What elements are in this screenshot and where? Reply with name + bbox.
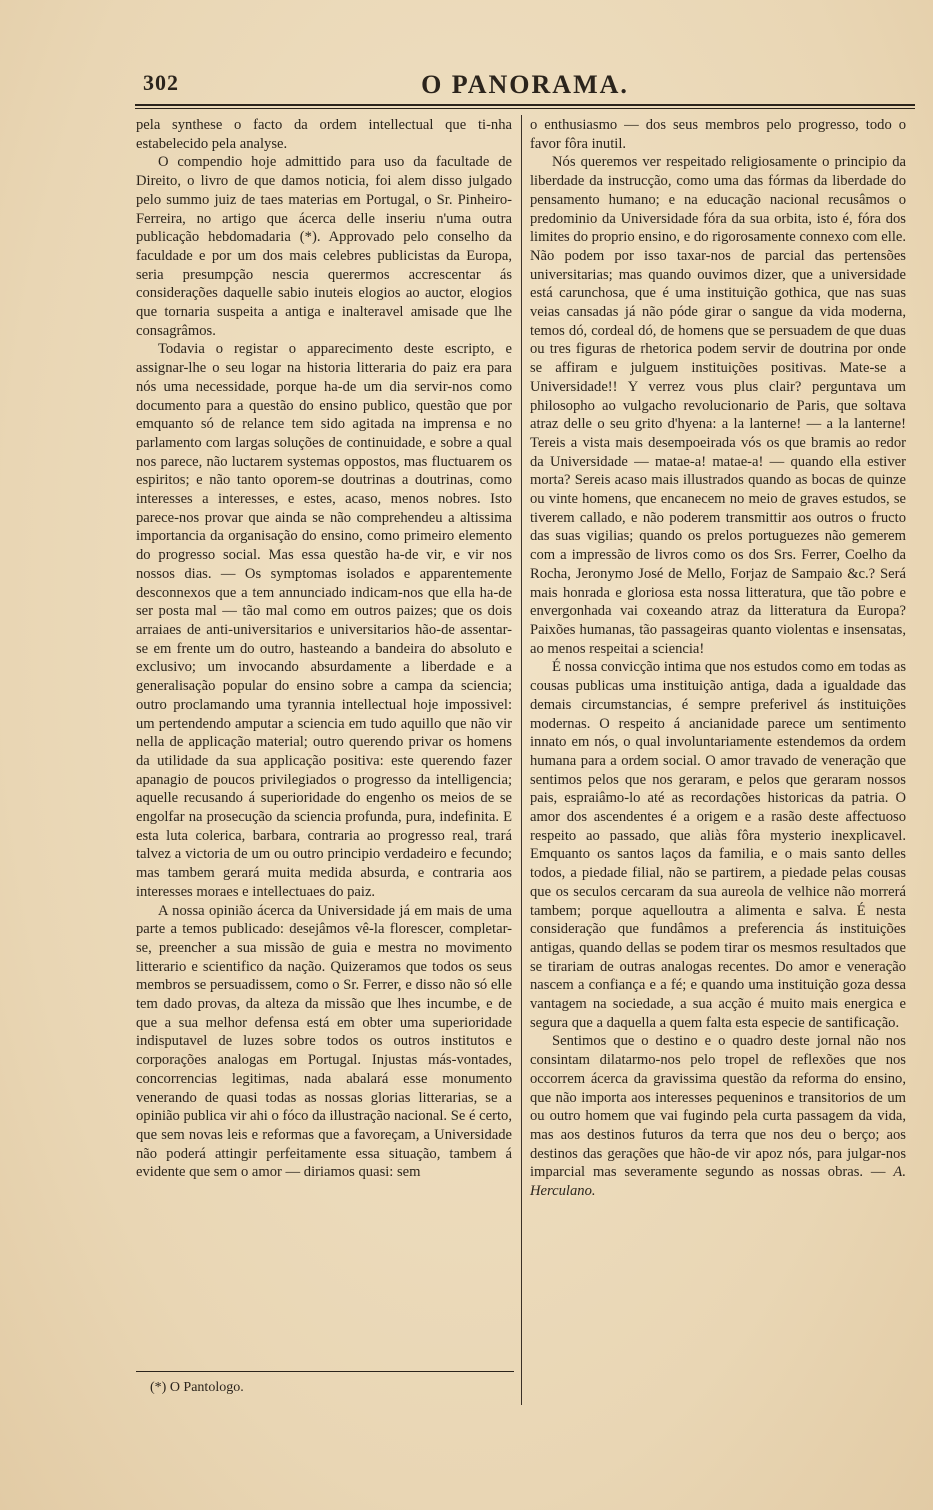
author-signature: A. Herculano. xyxy=(530,1164,906,1200)
paragraph: Todavia o registar o apparecimento deste escripto, e assignar-lhe o seu logar na historia litteraria do paiz era para nós uma necessidade, porque ha-de um dia servir-nos como documento para a questão do ensino publico, questão que por emquanto só de relance tem sido agitada na imprensa e no parlamento com largas soluções de continuidade, e sobre a qual nos parece, não luctarem systemas oppostos, mas fluctuarem os espiritos; e não tanto oporem-se doutrinas a doutrinas, como interesses a interesses, e estes, acaso, menos nobres. Isto parece-nos provar que ainda se não comprehendeu a altissima importancia da organisação do ensino, como primeiro elemento do progresso social. Mas essa questão ha-de vir, e vir nos nossos dias. — Os symptomas isolados e apparentemente desconnexos que a tem annunciado indicam-nos que ella ha-de ser posta mal — tão mal como em outros paizes; que os dois arraiaes de anti-universitarios e universitarios hão-de assentar-se em frente um do outro, hasteando a bandeira do absoluto e exclusivo; um invocando absurdamente a liberdade e a generalisação popular do ensino sobre a campa da sciencia; outro proclamando uma tyrannia intellectual hoje impossivel: um pertendendo amputar a sciencia em tudo aquillo que não vir nella de applicação material; outro querendo privar os homens da utilidade da sua applicação positiva: este querendo fazer apanagio de poucos privilegiados o progresso da intelligencia; aquelle recusando á superioridade do engenho os meios de se engolfar na prosecução da sciencia profunda, pura, indefinita. E esta luta colerica, barbara, contraria ao progresso real, trará talvez a victoria de um ou outro principio verdadeiro e fecundo; mas tambem gerará muita medida absurda, e contraria aos interesses moraes e intellectuaes do paiz. xyxy=(136,341,512,900)
paragraph-text: Sentimos que o destino e o quadro deste jornal não nos consintam dilatarmo-nos pelo tropel de reflexões que nos occorrem ácerca da gravissima questão da reforma do ensino, que não importa aos interesses pequeninos e transitorios de um ou outro homem que vai fugindo pela curta passagem da vida, mas aos destinos futuros da terra que nos deu o berço; aos destinos das gerações que hão-de vir apoz nós, para julgar-nos imparcial mas severamente segundo as nossas obras. — xyxy=(530,1033,906,1181)
footnote-rule xyxy=(136,1371,514,1372)
header-rule-thin xyxy=(135,108,915,109)
paragraph: O compendio hoje admittido para uso da facultade de Direito, o livro de que damos noticia, foi alem disso julgado pelo summo juiz de taes materias em Portugal, o Sr. Pinheiro-Ferreira, no artigo que ácerca delle inseriu n'uma outra publicação hebdomadaria (*). Approvado pelo conselho da faculdade e por um dos mais celebres publicistas da Europa, seria presumpção nescia querermos accrescentar ás considerações daquelle sabio inuteis elogios ao auctor, elogios que tornaria suspeita a antiga e inalteravel amisade que lhe consagrâmos. xyxy=(136,154,512,339)
paragraph: É nossa convicção intima que nos estudos como em todas as cousas publicas uma instituição antiga, dada a igualdade das demais circumstancias, é sempre preferivel ás instituições modernas. O respeito á ancianidade parece um sentimento innato em nós, o qual involuntariamente estendemos da ordem humana para a ordem social. O amor travado de veneração que sentimos pelos que nos geraram, e pelos que geraram nossos pais, espraiâmo-lo até as recordações historicas da patria. O amor dos ascendentes é a origem e a rasão deste affectuoso respeito ao passado, que aliàs fôra mysterio inexplicavel. Emquanto os santos laços da familia, e o mais santo delles todos, a piedade filial, não se partirem, a piedade pelas cousas que os seculos cercaram da sua aureola de velhice não morrerá tambem; porque aquelloutra a alimenta e salva. É nesta consideração que fundâmos a preferencia ás instituições antigas, quando dellas se podem tirar os mesmos resultados que se tirariam de outras analogas recentes. Do amor e veneração nascem a confiança e a fé; e quando uma instituição goza dessa vantagem na sociedade, a sua acção é muito mais energica e segura que a daquella a quem falta esta especie de santificação. xyxy=(530,659,906,1031)
page-number: 302 xyxy=(143,70,179,95)
header-rule xyxy=(135,104,915,106)
journal-title: O PANORAMA. xyxy=(421,70,629,99)
paragraph: pela synthese o facto da ordem intellectual que ti-nha estabelecido pela analyse. xyxy=(136,117,512,152)
paragraph: Nós queremos ver respeitado religiosamente o principio da liberdade da instrucção, como uma das fórmas da liberdade do pensamento humano; e na educação nacional recusâmos o predominio da Universidade fóra da sua orbita, isto é, fóra dos limites do proprio ensino, e do rigorosamente connexo com elle. Não podem por isso taxar-nos de parcial das pertensões universitarias; mas quando ouvimos dizer, que a universidade está carunchosa, que é uma instituição gothica, que nas suas veias cansadas já não póde girar o sangue da vida moderna, temos dó, cordeal dó, de homens que se persuadem de que duas ou tres figuras de rhetorica podem servir de doutrina por onde se affiram e julguem instituições positivas. Mate-se a Universidade!! Y verrez vous plus clair? perguntava um philosopho ao vulgacho revolucionario de Paris, que soltava atraz delle o seu grito d'hyena: a la lanterne! — a la lanterne! Tereis a vista mais desempoeirada vós os que bramis ao redor da Universidade — matae-a! matae-a! — quando ella estiver morta? Sereis acaso mais illustrados quando as bocas de quinze ou vinte homens, que encanecem no meio de graves estudos, se tiverem callado, e não poderem transmittir aos outros o fructo das suas vigilias; quando os prelos portuguezes não gemerem com a impressão de livros como os dos Srs. Ferrer, Coelho da Rocha, Jeronymo José de Mello, Forjaz de Sampaio &c.? Será mais honrada e gloriosa esta nossa litteratura, que tão pobre e envergonhada vai coxeando atraz da litteratura da Europa? Paixões humanas, tão passageiras quanto violentas e insensatas, ao menos respeitai a sciencia! xyxy=(530,154,906,657)
paragraph: o enthusiasmo — dos seus membros pelo progresso, todo o favor fôra inutil. xyxy=(530,117,906,152)
column-divider xyxy=(521,115,522,1405)
footnote: (*) O Pantologo. xyxy=(150,1380,244,1395)
page-header xyxy=(135,70,915,100)
left-column xyxy=(136,116,512,1182)
right-column xyxy=(530,116,906,1201)
paragraph: A nossa opinião ácerca da Universidade já em mais de uma parte a temos publicado: desejâmos vê-la florescer, completar-se, preencher a sua missão de guia e mestra no movimento litterario e scientifico da nação. Quizeramos que todos os seus membros se persuadissem, como o Sr. Ferrer, e disso não só elle tem dado provas, da alteza da missão que lhes incumbe, e de que a sua melhor defensa está em obter uma superioridade indisputavel de luzes sobre todos os outros institutos e corporações analogas em Portugal. Injustas más-vontades, concorrencias legitimas, nada abalará esse monumento venerando de quasi todas as nossas glorias litterarias, se a opinião publica vir ahi o fóco da illustração nacional. Se é certo, que sem novas leis e reformas que a favoreçam, a Universidade não poderá attingir perfeitamente essa situação, tambem á evidente que sem o amor — diriamos quasi: sem xyxy=(136,902,512,1181)
paragraph xyxy=(530,1032,906,1200)
